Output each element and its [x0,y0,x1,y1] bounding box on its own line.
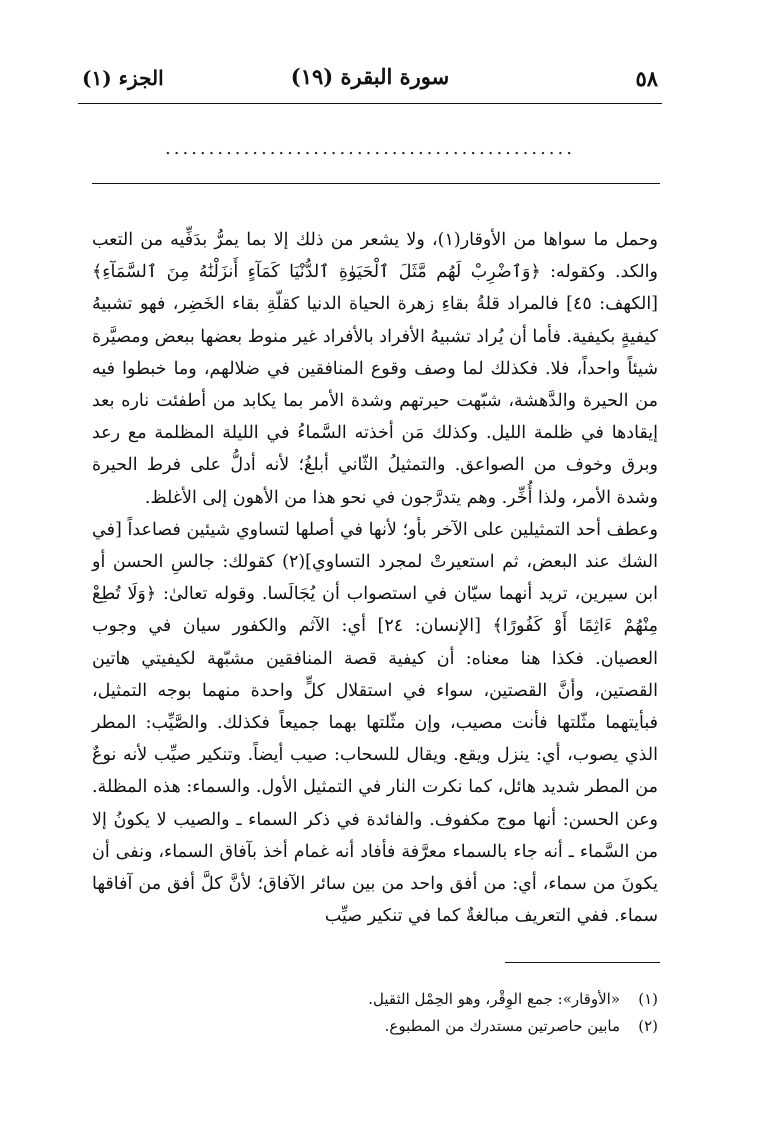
page-number: ٥٨ [635,66,658,91]
footnote-text: مابين حاصرتين مستدرك من المطبوع. [384,1017,620,1035]
header-rule [78,103,662,104]
footnote-rule [505,962,660,963]
footnote [200,1013,658,1040]
footnote [200,986,658,1013]
footnote-number: (٢) [638,1017,658,1035]
juz-label: الجزء (١) [82,66,164,90]
section-rule [92,183,660,184]
paragraph: وعطف أحد التمثيلين على الآخر بأو؛ لأنها في أصلها لتساوي شيئين فصاعداً [في الشك عند البعض، ثم استعيرتْ لمجرد التساوي](٢) كقولك: جالسِ الحسن أو ابن سيرين، تريد أنهما سيّان في استصواب أن يُجَالَسا. وقوله تعالىٰ: ﴿وَلَا تُطِعْ مِنْهُمْ ءَاثِمًا أَوْ كَفُورًا﴾ [الإنسان: ٢٤] أي: الآثم والكفور سيان في وجوب العصيان. فكذا هنا معناه: أن كيفية قصة المنافقين مشبّهة لكيفيتي هاتين القصتين، وأنَّ القصتين، سواء في استقلال كلٍّ واحدة منهما بوجه التمثيل، فبأيتهما مثّلتها فأنت مصيب، وإن مثّلتها بهما جميعاً فكذلك. والصَّيِّب: المطر الذي يصوب، أي: ينزل ويقع. ويقال للسحاب: صيب أيضاً. وتنكير صيِّب لأنه نوعٌ من المطر شديد هائل، كما نكرت النار في التمثيل الأول. والسماء: هذه المظلة. وعن الحسن: أنها موج مكفوف. والفائدة في ذكر السماء ـ والصيب لا يكونُ إلا من السَّماء ـ أنه جاء بالسماء معرَّفة فأفاد أنه غمام أخذ بآفاق السماء، ونفى أن يكونَ من سماء، أي: من أفق واحد من بين سائر الآفاق؛ لأنَّ كلَّ أفق من آفاقها سماء. ففي التعريف مبالغةٌ كما في تنكير صيِّب [92,519,659,927]
footnotes [200,986,658,1040]
paragraph: وحمل ما سواها من الأوقار(١)، ولا يشعر من ذلك إلا بما يمرُّ بدَفِّيه من التعب والكد. وكقوله: ﴿وَٱضْرِبْ لَهُم مَّثَلَ ٱلْحَيَوٰةِ ٱلدُّنْيَا كَمَآءٍ أَنزَلْنَٰهُ مِنَ ٱلسَّمَآءِ﴾ [الكهف: ٤٥] فالمراد قلةُ بقاءِ زهرة الحياة الدنيا كقلّةِ بقاء الخَضِر، فهو تشبيهُ كيفيةٍ بكيفية. فأما أن يُراد تشبيهُ الأفراد بالأفراد غير منوط بعضها ببعض ومصيَّرة شيئاً واحداً، فلا. فكذلك لما وصف وقوع المنافقين في ضلالهم، وما خبطوا فيه من الحيرة والدَّهشة، شبّهت حيرتهم وشدة الأمر بما يكابد من أطفئت ناره بعد إيقادها في ظلمة الليل. وكذلك مَن أخذته السَّماءُ في الليلة المظلمة مع رعد وبرق وخوف من الصواعق. والتمثيلُ الثّاني أبلغُ؛ لأنه أدلُّ على فرط الحيرة وشدة الأمر، ولذا أُخِّر. وهم يتدرَّجون في نحو هذا من الأهون إلى الأغلظ. [92,230,659,508]
page-header [82,62,658,102]
dotted-separator: ............................................... [165,138,575,159]
surah-title: سورة البقرة (١٩) [290,64,450,89]
main-text [92,224,658,932]
footnote-text: «الأوقار»: جمع الوِقْر، وهو الحِمْل الثقيل. [368,990,620,1008]
footnote-number: (١) [638,990,658,1008]
